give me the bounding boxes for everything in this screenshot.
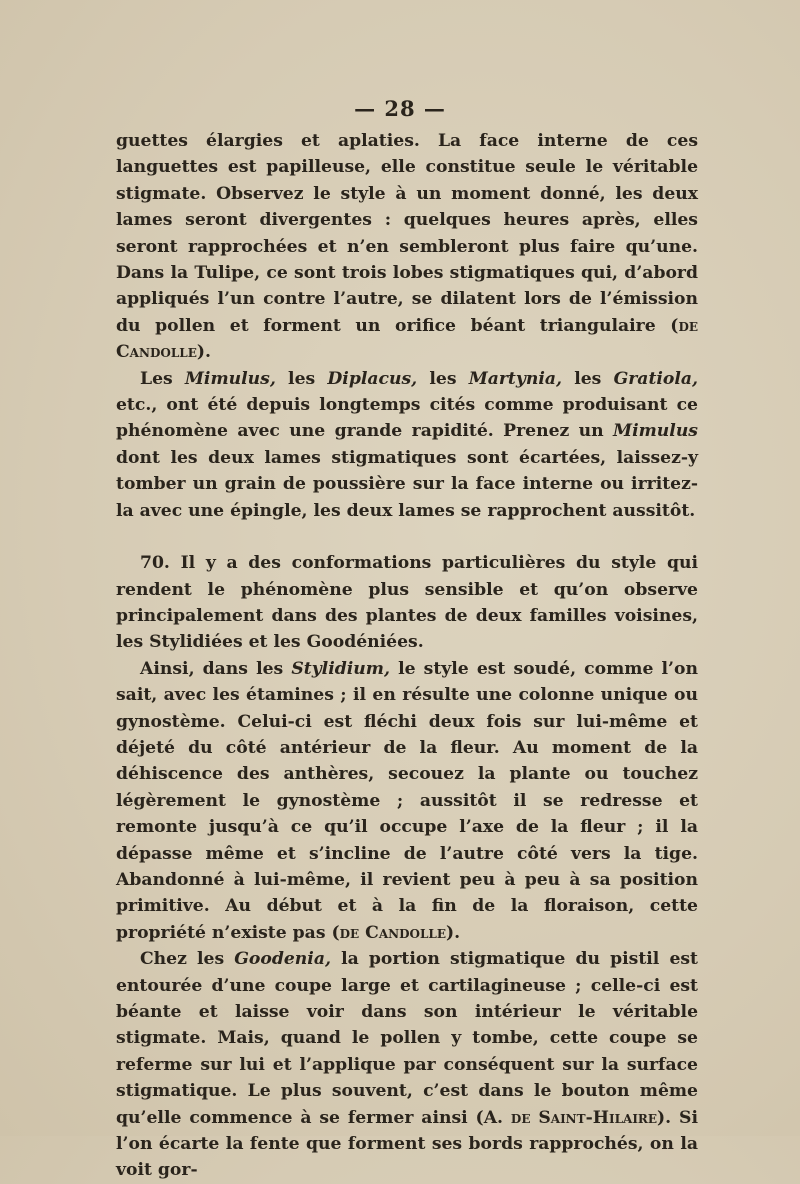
italic-term: Gratiola, [613, 368, 699, 389]
italic-term: Diplacus, [327, 368, 418, 389]
italic-term: Martynia, [468, 368, 563, 389]
page-number: — 28 — [354, 96, 446, 121]
body-text [116, 128, 698, 1184]
italic-term: Mimulus [613, 421, 698, 442]
text-run: la portion stigmatique du pistil est entourée d’une coupe large et cartilagineuse ; celle-ci est béante et laisse voir dans son intérieur le véritable stigmate. Mais, quand le pollen y tombe, cette coupe se referme sur lui et l’applique par conséquent sur la surface stigmatique. Le plus souvent, c’est dans le bouton même qu’elle commence à se fermer ainsi (A. [116, 949, 698, 1128]
text-run: Les [140, 368, 185, 389]
paragraph [116, 656, 698, 946]
text-run: le style est soudé, comme l’on sait, avec les étamines ; il en résulte une colonne unique ou gynostème. Celui-ci est fléchi deux fois sur lui-même et déjeté du côté antérieur de la fleur. Au moment de la déhiscence des anthères, secouez la plante ou touchez légèrement le gynostème ; aussitôt il se redresse et remonte jusqu’à ce qu’il occupe l’axe de la fleur ; il la dépasse même et s’incline de l’autre côté vers la tige. Abandonné à lui-même, il revient peu à peu à sa position primitive. Au début et à la fin de la floraison, cette propriété n’existe pas ( [116, 658, 698, 943]
author-name: de Candolle [339, 922, 446, 943]
text-run: etc., ont été depuis longtemps cités comme produisant ce phénomène avec une grande rapidité. Prenez un [116, 395, 698, 442]
text-run: les [417, 368, 469, 389]
text-run: les [275, 368, 328, 389]
paragraph [116, 366, 698, 524]
italic-term: Mimulus, [184, 368, 276, 389]
text-run: Chez les [140, 949, 235, 970]
paragraph [116, 128, 698, 366]
text-run: ). Si l’on écarte la fente que forment ses bords rapprochés, on la voit gor- [116, 1107, 698, 1181]
text-run: les [562, 368, 614, 389]
paragraph-gap [116, 524, 698, 550]
paragraph [116, 946, 698, 1184]
italic-term: Goodenia, [234, 949, 331, 970]
text-run: guettes élargies et aplaties. La face interne de ces languettes est papilleuse, elle constitue seule le véritable stigmate. Observez le style à un moment donné, les deux lames seront divergentes : quelques heures après, elles seront rapprochées et n’en sembleront plus faire qu’une. Dans la Tulipe, ce sont trois lobes stigmatiques qui, d’abord appliqués l’un contre l’autre, se dilatent lors de l’émission du pollen et forment un orifice béant triangulaire ( [116, 131, 698, 336]
text-run: Ainsi, dans les [140, 658, 292, 679]
paragraph [116, 550, 698, 656]
italic-term: Stylidium, [291, 658, 390, 679]
text-run: ). [446, 922, 461, 943]
text-run: dont les deux lames stigmatiques sont écartées, laissez-y tomber un grain de poussière sur la face interne ou irritez-la avec une épingle, les deux lames se rapprochent aussitôt. [116, 447, 698, 521]
author-name: de Candolle [116, 315, 698, 363]
text-run: 70. Il y a des conformations particulières du style qui rendent le phénomène plus sensible et qu’on observe principalement dans des plantes de deux familles voisines, les Stylidiées et les Goodéniées. [116, 553, 698, 653]
text-run: ). [196, 342, 211, 363]
author-name: de Saint-Hilaire [510, 1107, 658, 1128]
